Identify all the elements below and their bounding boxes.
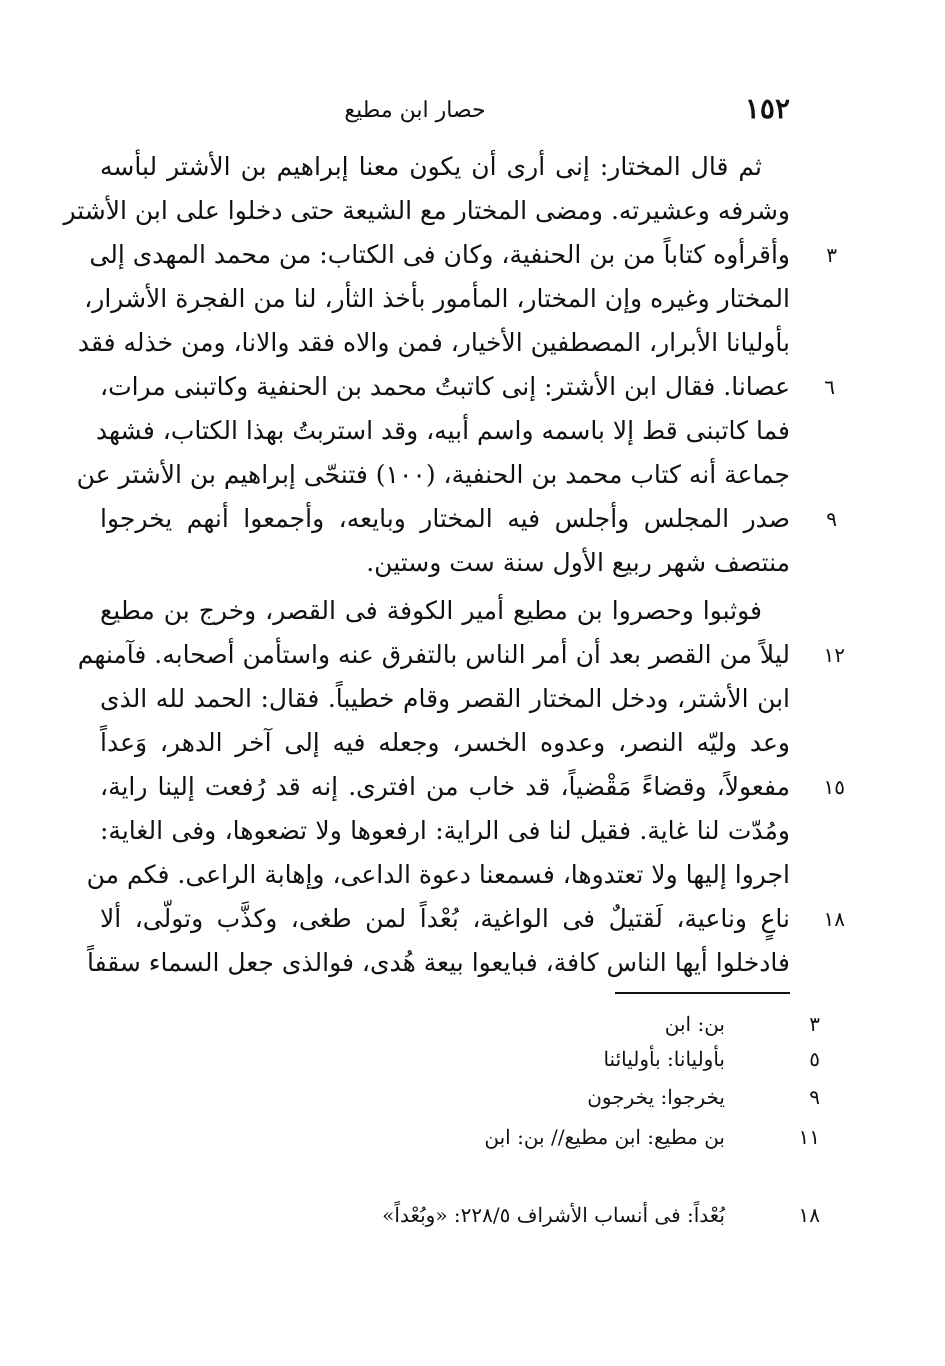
text-line: ناعٍ وناعية، لَقتيلٌ فى الواغية، بُعْداً لمن طغى، وكذَّب وتولّى، ألا bbox=[100, 904, 790, 933]
text-line: ليلاً من القصر بعد أن أمر الناس بالتفرق عنه واستأمن أصحابه. فآمنهم bbox=[77, 640, 790, 669]
text-line: اجروا إليها ولا تعتدوها، فسمعنا دعوة الداعى، وإهابة الراعى. فكم من bbox=[86, 860, 790, 889]
text-line: جماعة أنه كتاب محمد بن الحنفية، (١٠٠) فتنحّى إبراهيم بن الأشتر عن bbox=[76, 460, 790, 489]
text-line: وعد وليّه النصر، وعدوه الخسر، وجعله فيه إلى آخر الدهر، وَعداً bbox=[100, 728, 790, 757]
footnote-number: ٥ bbox=[809, 1047, 820, 1071]
page-header bbox=[100, 90, 790, 130]
text-line: منتصف شهر ربيع الأول سنة ست وستين. bbox=[366, 548, 790, 577]
text-line: صدر المجلس وأجلس فيه المختار وبايعه، وأجمعوا أنهم يخرجوا bbox=[100, 504, 790, 533]
footnote-number: ٩ bbox=[809, 1085, 820, 1109]
text-line: ومُدّت لنا غاية. فقيل لنا فى الراية: ارفعوها ولا تضعوها، وفى الغاية: bbox=[100, 816, 790, 845]
text-line: فما كاتبنى قط إلا باسمه واسم أبيه، وقد استربتُ بهذا الكتاب، فشهد bbox=[95, 416, 790, 445]
footnote-text: بن مطيع: ابن مطيع// بن: ابن bbox=[484, 1125, 725, 1149]
line-number: ١٥ bbox=[823, 775, 845, 799]
footnote-rule bbox=[615, 992, 790, 994]
line-number: ١٢ bbox=[823, 643, 845, 667]
footnote-number: ١٨ bbox=[798, 1203, 820, 1227]
text-line: عصانا. فقال ابن الأشتر: إنى كاتبتُ محمد بن الحنفية وكاتبنى مرات، bbox=[100, 372, 790, 401]
page-number: ١٥٢ bbox=[744, 92, 790, 125]
text-line: مفعولاً، وقضاءً مَقْضياً، قد خاب من افترى. إنه قد رُفعت إلينا راية، bbox=[100, 772, 790, 801]
footnote-text: بن: ابن bbox=[664, 1012, 725, 1036]
footnote-text: بُعْداً: فى أنساب الأشراف ٢٢٨/٥: «وبُعْداً» bbox=[382, 1203, 725, 1227]
footnote-text: يخرجوا: يخرجون bbox=[587, 1085, 725, 1109]
text-line: ثم قال المختار: إنى أرى أن يكون معنا إبراهيم بن الأشتر لبأسه bbox=[100, 152, 762, 181]
text-line: فادخلوا أيها الناس كافة، فبايعوا بيعة هُدى، فوالذى جعل السماء سقفاً bbox=[86, 948, 790, 977]
line-number: ٩ bbox=[826, 507, 837, 531]
footnote-text: بأوليانا: بأوليائنا bbox=[603, 1047, 725, 1071]
text-line: بأوليانا الأبرار، المصطفين الأخيار، فمن والاه فقد والانا، ومن خذله فقد bbox=[77, 328, 790, 357]
text-line: ابن الأشتر، ودخل المختار القصر وقام خطيباً. فقال: الحمد لله الذى bbox=[100, 684, 790, 713]
line-number: ٦ bbox=[824, 375, 835, 399]
text-line: فوثبوا وحصروا بن مطيع أمير الكوفة فى القصر، وخرج بن مطيع bbox=[100, 596, 762, 625]
line-number: ٣ bbox=[826, 243, 837, 267]
text-line: المختار وغيره وإن المختار، المأمور بأخذ الثأر، لنا من الفجرة الأشرار، bbox=[84, 284, 790, 313]
text-line: وأقرأوه كتاباً من بن الحنفية، وكان فى الكتاب: من محمد المهدى إلى bbox=[89, 240, 790, 269]
footnote-number: ١١ bbox=[798, 1125, 820, 1149]
line-number: ١٨ bbox=[823, 907, 845, 931]
footnote-number: ٣ bbox=[809, 1012, 820, 1036]
text-line: وشرفه وعشيرته. ومضى المختار مع الشيعة حتى دخلوا على ابن الأشتر bbox=[63, 196, 790, 225]
running-title: حصار ابن مطيع bbox=[344, 98, 486, 123]
